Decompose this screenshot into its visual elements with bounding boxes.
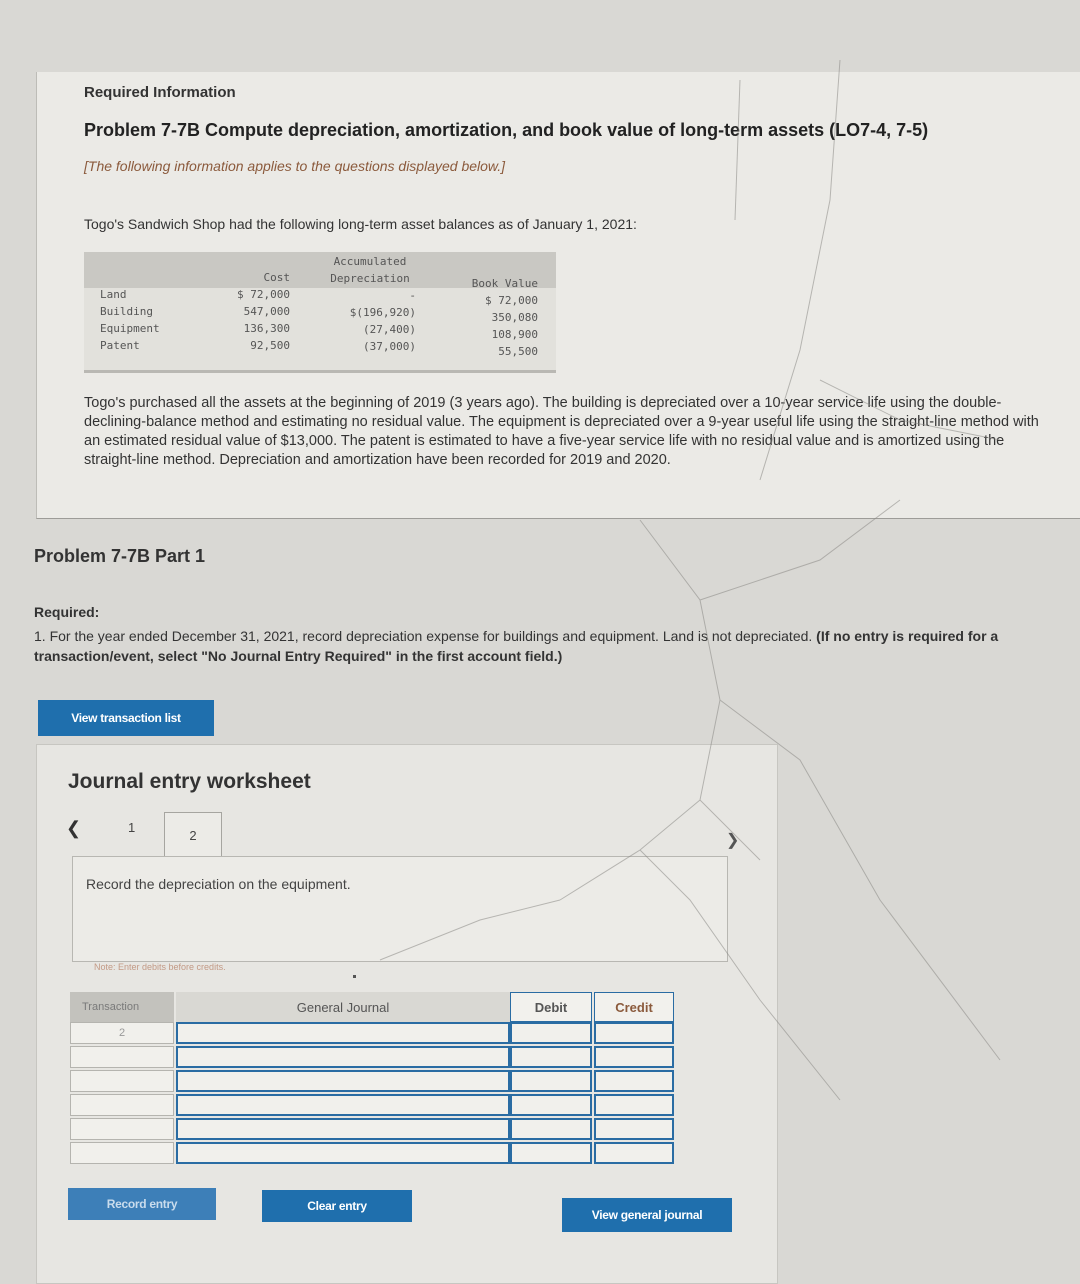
account-input[interactable] bbox=[176, 1118, 510, 1140]
instruction-box bbox=[72, 856, 728, 962]
credit-column-header: Credit bbox=[594, 992, 674, 1022]
chevron-left-icon[interactable]: ❮ bbox=[66, 818, 82, 838]
general-journal-column-header: General Journal bbox=[176, 992, 510, 1022]
credit-input[interactable] bbox=[594, 1070, 674, 1092]
asset-name-cell: Building bbox=[100, 305, 153, 318]
account-input[interactable] bbox=[176, 1022, 510, 1044]
clear-entry-button[interactable]: Clear entry bbox=[262, 1190, 412, 1222]
cost-column bbox=[224, 269, 290, 354]
debit-input[interactable] bbox=[510, 1142, 592, 1164]
asset-name-cell: Equipment bbox=[100, 322, 160, 335]
book-value-cell: 108,900 bbox=[491, 328, 538, 341]
debit-input[interactable] bbox=[510, 1118, 592, 1140]
credit-input[interactable] bbox=[594, 1022, 674, 1044]
account-input[interactable] bbox=[176, 1070, 510, 1092]
table-row bbox=[70, 1094, 674, 1118]
book-value-header: Book Value bbox=[471, 277, 538, 290]
transaction-cell: 2 bbox=[70, 1022, 174, 1044]
asset-name-cell: Patent bbox=[100, 339, 140, 352]
chevron-right-icon[interactable]: ❯ bbox=[726, 832, 740, 849]
entry-note: Note: Enter debits before credits. bbox=[94, 962, 226, 972]
account-input[interactable] bbox=[176, 1046, 510, 1068]
view-transaction-list-button[interactable]: View transaction list bbox=[38, 700, 214, 736]
view-general-journal-button[interactable]: View general journal bbox=[562, 1198, 732, 1232]
debit-input[interactable] bbox=[510, 1070, 592, 1092]
cost-cell: 92,500 bbox=[250, 339, 290, 352]
debit-column-header: Debit bbox=[510, 992, 592, 1022]
transaction-cell bbox=[70, 1046, 174, 1068]
worksheet-title: Journal entry worksheet bbox=[68, 770, 311, 793]
record-entry-button[interactable]: Record entry bbox=[68, 1188, 216, 1220]
cost-cell: $ 72,000 bbox=[237, 288, 290, 301]
account-input[interactable] bbox=[176, 1142, 510, 1164]
credit-input[interactable] bbox=[594, 1142, 674, 1164]
required-instructions bbox=[34, 626, 1064, 666]
credit-input[interactable] bbox=[594, 1046, 674, 1068]
cost-header: Cost bbox=[263, 271, 290, 284]
book-value-cell: 55,500 bbox=[498, 345, 538, 358]
accum-cell: - bbox=[409, 289, 416, 302]
bullet-dot bbox=[353, 975, 356, 978]
required-emphasis: (If no entry is required for a transaction/event, select "No Journal Entry Required" in the first account field.) bbox=[34, 628, 999, 664]
worksheet-instruction: Record the depreciation on the equipment. bbox=[86, 876, 351, 892]
debit-input[interactable] bbox=[510, 1046, 592, 1068]
page-tab-1[interactable]: 1 bbox=[128, 820, 136, 835]
problem-title: Problem 7-7B Compute depreciation, amortization, and book value of long-term assets (LO7-4, 7-5) bbox=[84, 120, 929, 140]
cost-cell: 547,000 bbox=[243, 305, 290, 318]
accum-cell: (27,400) bbox=[363, 323, 416, 336]
credit-input[interactable] bbox=[594, 1118, 674, 1140]
table-row bbox=[70, 1118, 674, 1142]
transaction-cell bbox=[70, 1094, 174, 1116]
asset-name-column bbox=[100, 286, 160, 354]
table-row bbox=[70, 1046, 674, 1070]
part-title: Problem 7-7B Part 1 bbox=[34, 546, 206, 566]
required-label: Required: bbox=[34, 604, 100, 620]
credit-input[interactable] bbox=[594, 1094, 674, 1116]
transaction-cell bbox=[70, 1070, 174, 1092]
page-tab-2[interactable]: 2 bbox=[164, 812, 222, 857]
asset-name-cell: Land bbox=[100, 288, 127, 301]
book-value-column bbox=[450, 275, 538, 360]
transaction-cell bbox=[70, 1118, 174, 1140]
required-text: 1. For the year ended December 31, 2021, record depreciation expense for buildings and equipment. Land is not depreciated. bbox=[34, 628, 813, 644]
required-information-heading: Required Information bbox=[84, 84, 236, 101]
account-input[interactable] bbox=[176, 1094, 510, 1116]
general-journal-table bbox=[70, 992, 674, 1176]
asset-balances-table bbox=[84, 252, 556, 373]
intro-text: Togo's Sandwich Shop had the following long-term asset balances as of January 1, 2021: bbox=[84, 216, 637, 232]
table-row bbox=[70, 1070, 674, 1094]
accum-cell: $(196,920) bbox=[349, 306, 416, 319]
transaction-column-header: Transaction bbox=[70, 992, 174, 1022]
book-value-cell: 350,080 bbox=[491, 311, 538, 324]
table-row bbox=[70, 1022, 674, 1046]
accumulated-depreciation-column bbox=[318, 253, 422, 355]
book-value-cell: $ 72,000 bbox=[485, 294, 538, 307]
transaction-cell bbox=[70, 1142, 174, 1164]
cost-cell: 136,300 bbox=[243, 322, 290, 335]
debit-input[interactable] bbox=[510, 1022, 592, 1044]
asset-description-paragraph: Togo's purchased all the assets at the beginning of 2019 (3 years ago). The building is depreciated over a 10-year service life using the double-declining-balance method and estimating no residual value. The equipment is depreciated over a 9-year useful life using the straight-line method with an estimated residual value of $13,000. The patent is estimated to have a five-year service life with no residual value and is amortized using the straight-line method. Depreciation and amortization have been recorded for 2019 and 2020. bbox=[84, 395, 1039, 468]
debit-input[interactable] bbox=[510, 1094, 592, 1116]
accum-header-line1: Accumulated bbox=[333, 255, 407, 268]
accum-cell: (37,000) bbox=[363, 340, 416, 353]
table-row bbox=[70, 1142, 674, 1166]
accum-header-line2: Depreciation bbox=[330, 272, 410, 285]
problem-subtitle: [The following information applies to the questions displayed below.] bbox=[84, 158, 506, 174]
